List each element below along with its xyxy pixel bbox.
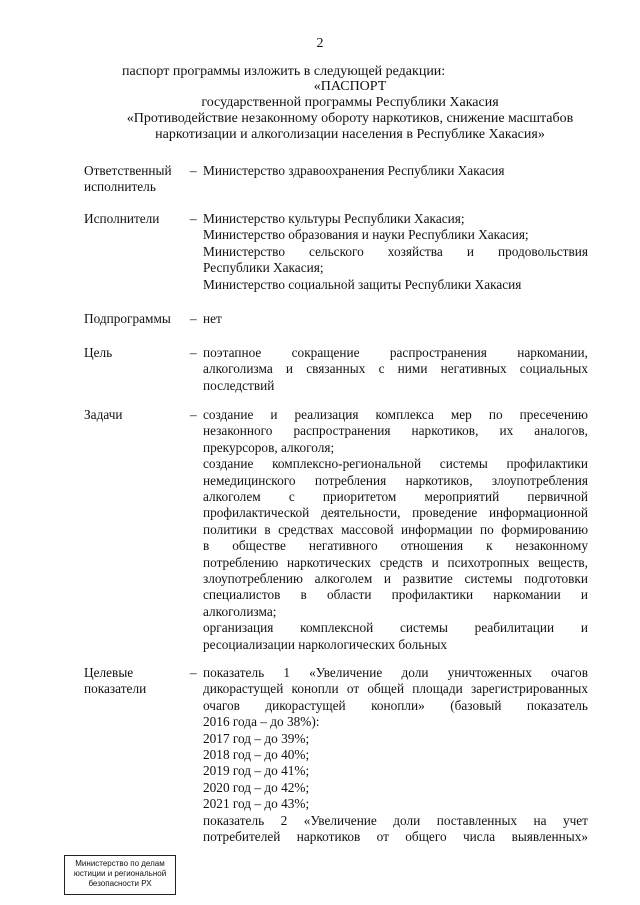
content-line: политики в средствах массовой информации по формированию [203,521,588,537]
content-line: алкоголизма; [203,603,277,619]
content-line: специалистов в области профилактики наркомании и [203,587,588,603]
content-line: 2018 год – до 40%; [203,747,310,763]
content-line: злоупотреблению алкоголем и развитие системы подготовки [203,571,588,587]
heading-line-1: «ПАСПОРТ [313,79,387,94]
row-content [203,345,588,394]
label-line: исполнитель [84,179,156,195]
content-line: создание комплексно-региональной системы профилактики [203,456,588,472]
row-label: Подпрограммы [84,311,171,326]
content-line: очагов дикорастущей конопли» (базовый показатель [203,697,588,713]
content-line: 2020 год – до 42%; [203,779,310,795]
content-line: в обществе негативного отношения к незаконному [203,538,588,554]
content-line: 2021 год – до 43%; [203,796,310,812]
content-line: поэтапное сокращение распространения наркомании, [203,345,588,360]
row-label [84,163,189,196]
content-line: потреблению наркотических средств и психотропных веществ, [203,554,588,570]
content-line: прекурсоров, алкоголя; [203,439,335,455]
content-line: 2017 год – до 39%; [203,730,310,746]
page-number: 2 [316,36,324,51]
content-line: алкоголизма и связанных с ними негативных социальных [203,361,588,377]
content-line: профилактической деятельности, проведение информационной [203,505,588,521]
content-line: показатель 2 «Увеличение доли поставленных на учет [203,812,588,828]
content-line: немедицинского потребления наркотиков, злоупотребления [203,472,588,488]
content-line: Республики Хакасия; [203,260,324,276]
row-dash: – [190,163,197,178]
passport-heading [60,79,640,143]
row-dash: – [190,407,197,422]
stamp-line: Министерство по делам [75,859,165,868]
label-line: Целевые [84,665,134,680]
row-label: Задачи [84,407,123,422]
content-line: дикорастущей конопли от общей площади зарегистрированных [203,681,588,697]
row-dash: – [190,311,197,326]
row-dash: – [190,345,197,360]
content-line: Министерство образования и науки Республики Хакасия; [203,227,529,243]
content-line: Министерство здравоохранения Республики Хакасия [203,163,505,178]
row-content [203,311,588,327]
content-line: Министерство сельского хозяйства и продовольствия [203,243,588,259]
label-line: показатели [84,681,147,697]
content-line: создание и реализация комплекса мер по пресечению [203,407,588,422]
content-line: незаконного распространения наркотиков, их аналогов, [203,423,588,439]
content-line: 2016 года – до 38%): [203,714,320,730]
content-line: ресоциализации наркологических больных [203,636,448,652]
ministry-stamp [64,855,176,895]
row-content [203,163,588,179]
heading-line-4: наркотизации и алкоголизации населения в Республике Хакасия» [155,127,545,142]
content-line: 2019 год – до 41%; [203,763,310,779]
row-content [203,407,588,653]
content-line: показатель 1 «Увеличение доли уничтоженных очагов [203,665,588,680]
row-dash: – [190,211,197,226]
label-line: Ответственный [84,163,172,178]
row-label [84,665,189,698]
content-line: Министерство культуры Республики Хакасия; [203,211,465,226]
row-label: Цель [84,345,113,360]
content-line: нет [203,311,222,326]
content-line: потребителей наркотиков от общего числа выявленных» [203,829,588,845]
content-line: Министерство социальной защиты Республики Хакасия [203,276,522,292]
row-dash: – [190,665,197,680]
content-line: последствий [203,377,275,393]
content-line: организация комплексной системы реабилитации и [203,620,588,636]
row-label: Исполнители [84,211,160,226]
heading-line-3: «Противодействие незаконному обороту наркотиков, снижение масштабов [126,111,574,126]
content-line: алкоголем с приоритетом мероприятий первичной [203,489,588,505]
stamp-line: юстиции и региональной [73,869,167,878]
row-content [203,211,588,293]
heading-line-2: государственной программы Республики Хакасия [201,95,499,110]
intro-line: паспорт программы изложить в следующей редакции: [122,64,446,79]
stamp-line: безопасности РХ [88,879,152,888]
row-content [203,665,588,845]
